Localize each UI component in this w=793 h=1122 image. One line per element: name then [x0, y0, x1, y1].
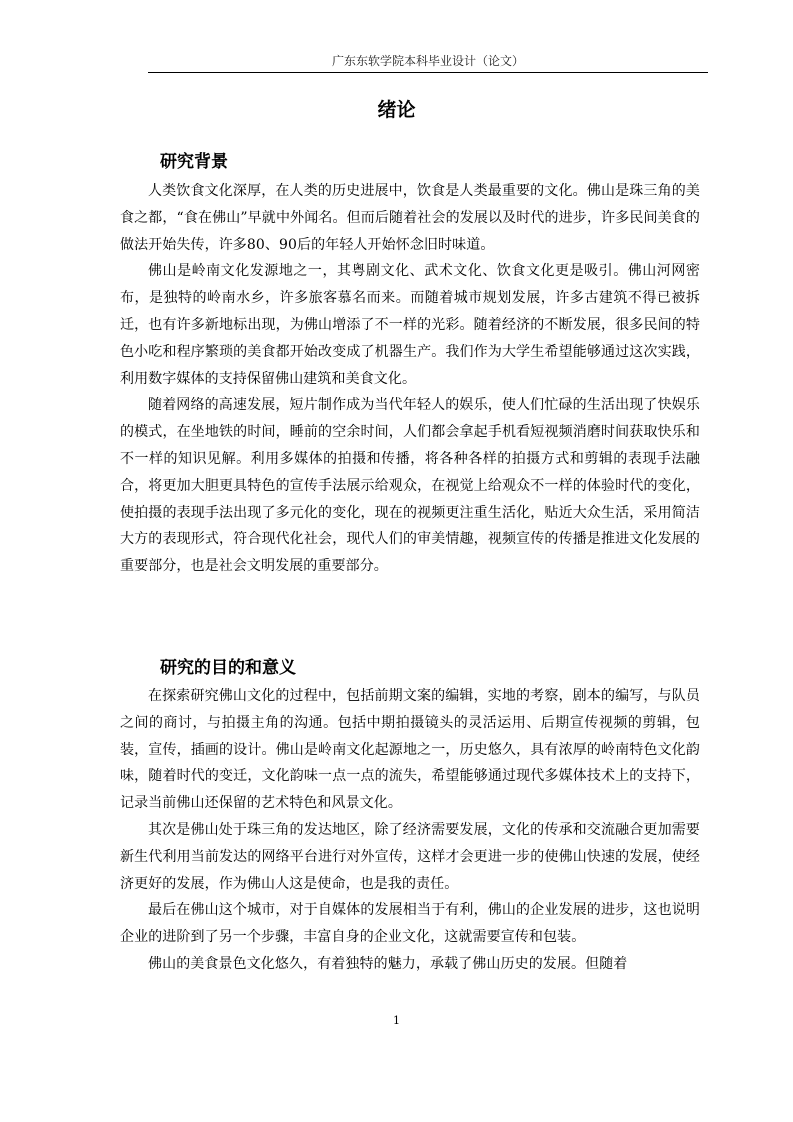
- paragraph: 佛山的美食景色文化悠久，有着独特的魅力，承载了佛山历史的发展。但随着: [148, 955, 628, 972]
- section-heading: 研究的目的和意义: [160, 658, 296, 678]
- page-number: 1: [393, 1014, 400, 1027]
- paragraph: 其次是佛山处于珠三角的发达地区，除了经济需要发展，文化的传承和交流融合更加需要新生代利用当前发达的网络平台进行对外宣传，这样才会更进一步的使佛山快速的发展，使经济更好的发展，作为佛山人这是使命，也是我的责任。: [120, 821, 700, 892]
- section-body: [120, 683, 700, 978]
- paragraph: 随着网络的高速发展，短片制作成为当代年轻人的娱乐，使人们忙碌的生活出现了快娱乐的模式，在坐地铁的时间，睡前的空余时间，人们都会拿起手机看短视频消磨时间获取快乐和不一样的知识见解。利用多媒体的拍摄和传播，将各种各样的拍摄方式和剪辑的表现手法融合，将更加大胆更具特色的宣传手法展示给观众，在视觉上给观众不一样的体验时代的变化，使拍摄的表现手法出现了多元化的变化，现在的视频更注重生活化，贴近大众生活，采用简洁大方的表现形式，符合现代化社会，现代人们的审美情趣，视频宣传的传播是推进文化发展的重要部分，也是社会文明发展的重要部分。: [120, 397, 700, 575]
- paragraph: 在探索研究佛山文化的过程中，包括前期文案的编辑，实地的考察，剧本的编写，与队员之间的商讨，与拍摄主角的沟通。包括中期拍摄镜头的灵活运用、后期宣传视频的剪辑，包装，宣传，插画的设计。佛山是岭南文化起源地之一，历史悠久，具有浓厚的岭南特色文化韵味，随着时代的变迁，文化韵味一点一点的流失，希望能够通过现代多媒体技术上的支持下，记录当前佛山还保留的艺术特色和风景文化。: [120, 688, 700, 812]
- chapter-title: 绪论: [377, 99, 416, 121]
- running-header: 广东东软学院本科毕业设计（论文）: [331, 54, 524, 68]
- paragraph: 人类饮食文化深厚，在人类的历史进展中，饮食是人类最重要的文化。佛山是珠三角的美食之都，“食在佛山”早就中外闻名。但而后随着社会的发展以及时代的进步，许多民间美食的做法开始失传，许多80、90后的年轻人开始怀念旧时味道。: [120, 183, 700, 253]
- paragraph: 最后在佛山这个城市，对于自媒体的发展相当于有利，佛山的企业发展的进步，这也说明企业的进阶到了另一个步骤，丰富自身的企业文化，这就需要宣传和包装。: [120, 902, 700, 946]
- paragraph: 佛山是岭南文化发源地之一，其粤剧文化、武术文化、饮食文化更是吸引。佛山河网密布，是独特的岭南水乡，许多旅客慕名而来。而随着城市规划发展，许多古建筑不得已被拆迁，也有许多新地标出现，为佛山增添了不一样的光彩。随着经济的不断发展，很多民间的特色小吃和程序繁琐的美食都开始改变成了机器生产。我们作为大学生希望能够通过这次实践，利用数字媒体的支持保留佛山建筑和美食文化。: [120, 263, 700, 387]
- header-rule: [148, 72, 708, 73]
- section-heading: 研究背景: [160, 152, 228, 172]
- section-body: [120, 178, 700, 580]
